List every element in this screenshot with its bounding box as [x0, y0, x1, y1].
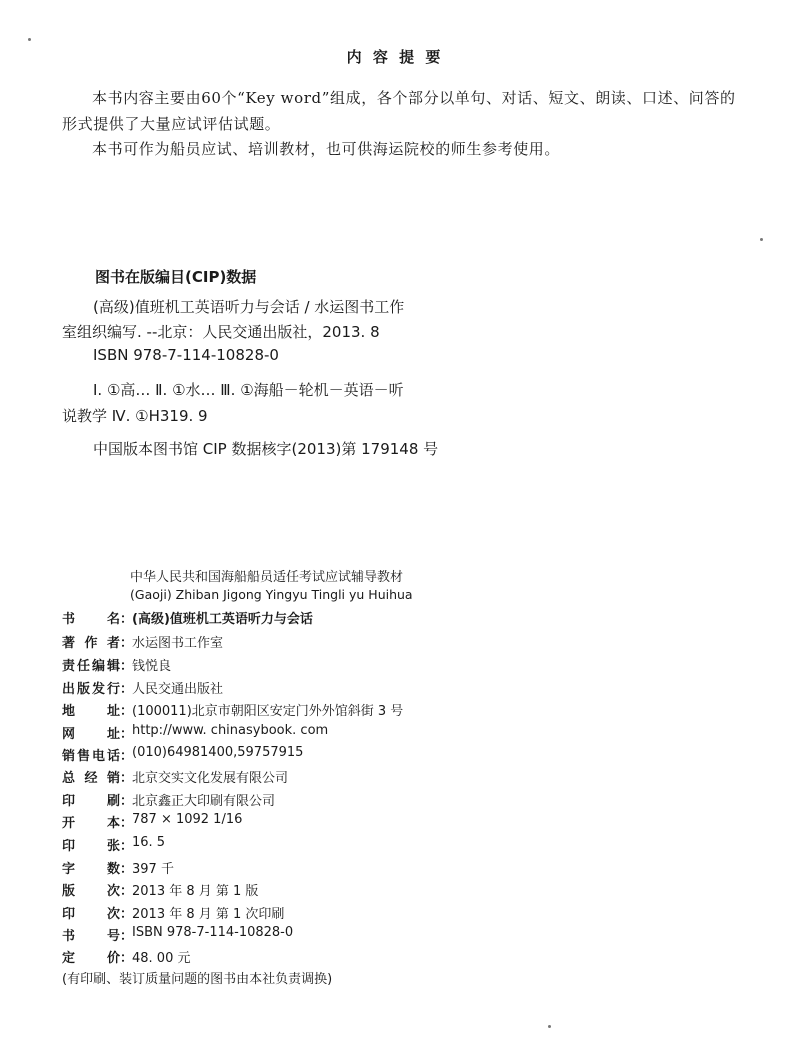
colophon-colon: ： [120, 816, 134, 831]
colophon-label: 印刷 [62, 794, 120, 809]
colophon-value: 北京鑫正大印刷有限公司 [132, 794, 276, 809]
cip-line-2: 室组织编写. --北京：人民交通出版社，2013. 8 [62, 323, 380, 341]
colophon-value: 2013 年 8 月 第 1 次印刷 [132, 907, 285, 922]
colophon-value: 水运图书工作室 [132, 636, 224, 651]
colophon-value: 2013 年 8 月 第 1 版 [132, 884, 259, 899]
colophon-colon: ： [120, 659, 134, 674]
quality-note: (有印刷、装订质量问题的图书由本社负责调换) [62, 972, 333, 987]
scan-speck [28, 38, 31, 41]
colophon-label: 总经销 [62, 771, 120, 786]
colophon-colon: ： [120, 727, 134, 742]
cip-line-1: (高级)值班机工英语听力与会话 / 水运图书工作 [93, 298, 405, 316]
summary-paragraph-1-line-2: 形式提供了大量应试评估试题。 [62, 115, 281, 133]
colophon-colon: ： [120, 929, 134, 944]
colophon-colon: ： [120, 682, 134, 697]
scan-speck [548, 1025, 551, 1028]
colophon-colon: ： [120, 951, 134, 966]
cip-line-4: Ⅰ. ①高… Ⅱ. ①水… Ⅲ. ①海船－轮机－英语－听 [93, 381, 404, 399]
colophon-value: 48. 00 元 [132, 951, 191, 966]
colophon-colon: ： [120, 839, 134, 854]
colophon-label: 责任编辑 [62, 659, 120, 674]
summary-title: 内 容 提 要 [346, 48, 444, 66]
colophon-label: 开本 [62, 816, 120, 831]
colophon-value: ISBN 978-7-114-10828-0 [132, 925, 294, 940]
colophon-colon: ： [120, 749, 134, 764]
colophon-value: 人民交通出版社 [132, 682, 224, 697]
colophon-colon: ： [120, 636, 134, 651]
colophon-label: 印张 [62, 839, 120, 854]
colophon-label: 字数 [62, 862, 120, 877]
cip-title: 图书在版编目(CIP)数据 [95, 268, 257, 286]
colophon-label: 版次 [62, 884, 120, 899]
colophon-label: 著作者 [62, 636, 120, 651]
colophon-colon: ： [120, 907, 134, 922]
colophon-value: 16. 5 [132, 835, 166, 850]
colophon-label: 印次 [62, 907, 120, 922]
colophon-value: 397 千 [132, 862, 174, 877]
colophon-label: 销售电话 [62, 749, 120, 764]
scan-speck [760, 238, 763, 241]
colophon-value: 787 × 1092 1/16 [132, 812, 243, 827]
colophon-colon: ： [120, 862, 134, 877]
cip-line-6: 中国版本图书馆 CIP 数据核字(2013)第 179148 号 [93, 440, 439, 458]
colophon-colon: ： [120, 704, 134, 719]
series-title: 中华人民共和国海船船员适任考试应试辅导教材 [130, 570, 404, 585]
pinyin-title: (Gaoji) Zhiban Jigong Yingyu Tingli yu Huihua [130, 587, 413, 602]
colophon-label: 书号 [62, 929, 120, 944]
summary-paragraph-2: 本书可作为船员应试、培训教材，也可供海运院校的师生参考使用。 [92, 140, 561, 158]
colophon-label: 定价 [62, 951, 120, 966]
colophon-colon: ： [120, 884, 134, 899]
colophon-colon: ： [120, 771, 134, 786]
colophon-label: 书名 [62, 612, 120, 627]
cip-line-3: ISBN 978-7-114-10828-0 [93, 346, 279, 364]
colophon-value: (010)64981400,59757915 [132, 745, 304, 760]
cip-line-5: 说教学 Ⅳ. ①H319. 9 [62, 407, 208, 425]
colophon-label: 地址 [62, 704, 120, 719]
colophon-colon: ： [120, 794, 134, 809]
colophon-colon: ： [120, 612, 134, 627]
colophon-value: 钱悦良 [132, 659, 172, 674]
colophon-value: (高级)值班机工英语听力与会话 [132, 612, 313, 627]
colophon-value: http://www. chinasybook. com [132, 723, 329, 738]
colophon-value: 北京交实文化发展有限公司 [132, 771, 289, 786]
colophon-value: (100011)北京市朝阳区安定门外外馆斜街 3 号 [132, 704, 404, 719]
colophon-label: 出版发行 [62, 682, 120, 697]
colophon-label: 网址 [62, 727, 120, 742]
summary-paragraph-1-line-1: 本书内容主要由60个“Key word”组成，各个部分以单句、对话、短文、朗读、口述、问答的 [92, 89, 736, 107]
